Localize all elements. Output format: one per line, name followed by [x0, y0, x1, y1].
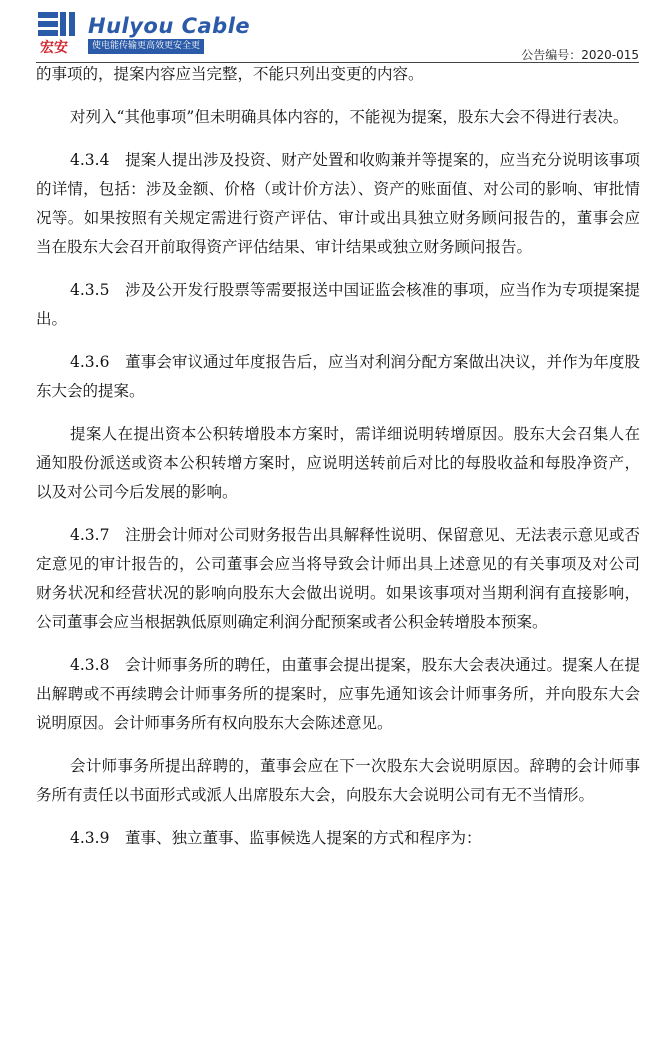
- paragraph-continuation: 的事项的，提案内容应当完整，不能只列出变更的内容。: [36, 65, 424, 83]
- section-4-3-7: 4.3.7 注册会计师对公司财务报告出具解释性说明、保留意见、无法表示意见或否定意见的审计报告的，公司董事会应当将导致会计师出具上述意见的有关事项及对公司财务状况和经营状况的影响向股东大会做出说明。如果该事项对当期利润有直接影响，公司董事会应当根据孰低原则确定利润分配预案或者公积金转增股本预案。: [36, 526, 640, 631]
- paragraph-auditor-resignation: 会计师事务所提出辞聘的，董事会应在下一次股东大会说明原因。辞聘的会计师事务所有责任以书面形式或派人出席股东大会，向股东大会说明公司有无不当情形。: [36, 757, 640, 804]
- section-4-3-6: 4.3.6 董事会审议通过年度报告后，应当对利润分配方案做出决议，并作为年度股东大会的提案。: [36, 353, 640, 400]
- document-number: 公告编号：2020-015: [521, 48, 639, 62]
- document-body: [36, 60, 640, 853]
- page-header: [0, 0, 670, 66]
- paragraph-capital-reserve: 提案人在提出资本公积转增股本方案时，需详细说明转增原因。股东大会召集人在通知股份派送或资本公积转增方案时，应说明送转前后对比的每股收益和每股净资产，以及对公司今后发展的影响。: [36, 425, 640, 501]
- brand-slogan: 使电能传输更高效更安全更绿色: [88, 39, 204, 54]
- section-4-3-5: 4.3.5 涉及公开发行股票等需要报送中国证监会核准的事项，应当作为专项提案提出。: [36, 281, 640, 328]
- section-4-3-9: 4.3.9 董事、独立董事、监事候选人提案的方式和程序为：: [70, 829, 482, 847]
- section-4-3-4: 4.3.4 提案人提出涉及投资、财产处置和收购兼并等提案的，应当充分说明该事项的详情，包括：涉及金额、价格（或计价方法）、资产的账面值、对公司的影响、审批情况等。如果按照有关规定需进行资产评估、审计或出具独立财务顾问报告的，董事会应当在股东大会召开前取得资产评估结果、审计结果或独立财务顾问报告。: [36, 151, 640, 256]
- svg-text:宏安: 宏安: [40, 40, 68, 54]
- section-4-3-8: 4.3.8 会计师事务所的聘任，由董事会提出提案，股东大会表决通过。提案人在提出解聘或不再续聘会计师事务所的提案时，应事先通知该会计师事务所，并向股东大会说明原因。会计师事务所有权向股东大会陈述意见。: [36, 656, 640, 732]
- brand-name: Hulyou Cable: [88, 14, 251, 38]
- company-logo-icon: [36, 10, 80, 54]
- paragraph-other-matters: 对列入“其他事项”但未明确具体内容的，不能视为提案，股东大会不得进行表决。: [70, 108, 629, 126]
